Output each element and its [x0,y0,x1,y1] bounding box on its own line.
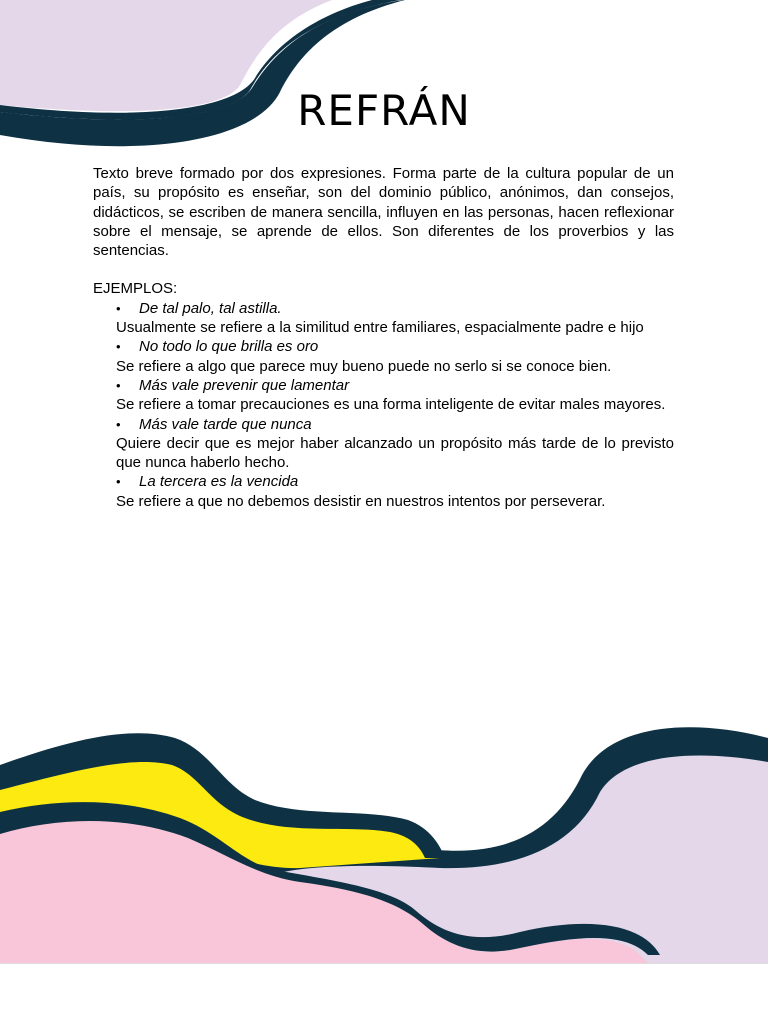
example-description: Quiere decir que es mejor haber alcanzado un propósito más tarde de lo previsto que nunca haberlo hecho. [116,434,674,472]
example-title: • Más vale tarde que nunca [116,415,312,433]
example-title: • De tal palo, tal astilla. [116,299,282,317]
example-title: • No todo lo que brilla es oro [116,338,319,356]
list-item [116,299,674,338]
top-wave-decoration [0,0,768,170]
list-item [116,337,674,376]
bullet-icon: • [116,339,121,355]
bullet-icon: • [116,300,121,316]
example-title: • La tercera es la vencida [116,473,299,491]
bottom-edge-line [0,963,768,964]
bottom-wave-decoration [0,720,768,970]
bullet-icon: • [116,416,121,432]
intro-paragraph: Texto breve formado por dos expresiones. Forma parte de la cultura popular de un país, su propósito es enseñar, son del dominio público, anónimos, dan consejos, didácticos, se escriben de manera sencilla, influyen en las personas, hacen reflexionar sobre el mensaje, se aprende de ellos. Son diferentes de los proverbios y las sentencias. [93,165,674,260]
list-item [116,376,674,415]
example-description: Se refiere a algo que parece muy bueno puede no serlo si se conoce bien. [116,357,612,375]
example-description: Usualmente se refiere a la similitud entre familiares, espacialmente padre e hijo [116,319,644,337]
example-title: • Más vale prevenir que lamentar [116,376,350,394]
examples-label: EJEMPLOS: [93,280,178,298]
page-title: REFRÁN [297,86,471,135]
bullet-icon: • [116,474,121,490]
document-body [93,164,674,511]
list-item [116,472,674,511]
list-item [116,415,674,473]
example-description: Se refiere a que no debemos desistir en nuestros intentos por perseverar. [116,492,606,510]
example-description: Se refiere a tomar precauciones es una forma inteligente de evitar males mayores. [116,396,666,414]
bullet-icon: • [116,377,121,393]
